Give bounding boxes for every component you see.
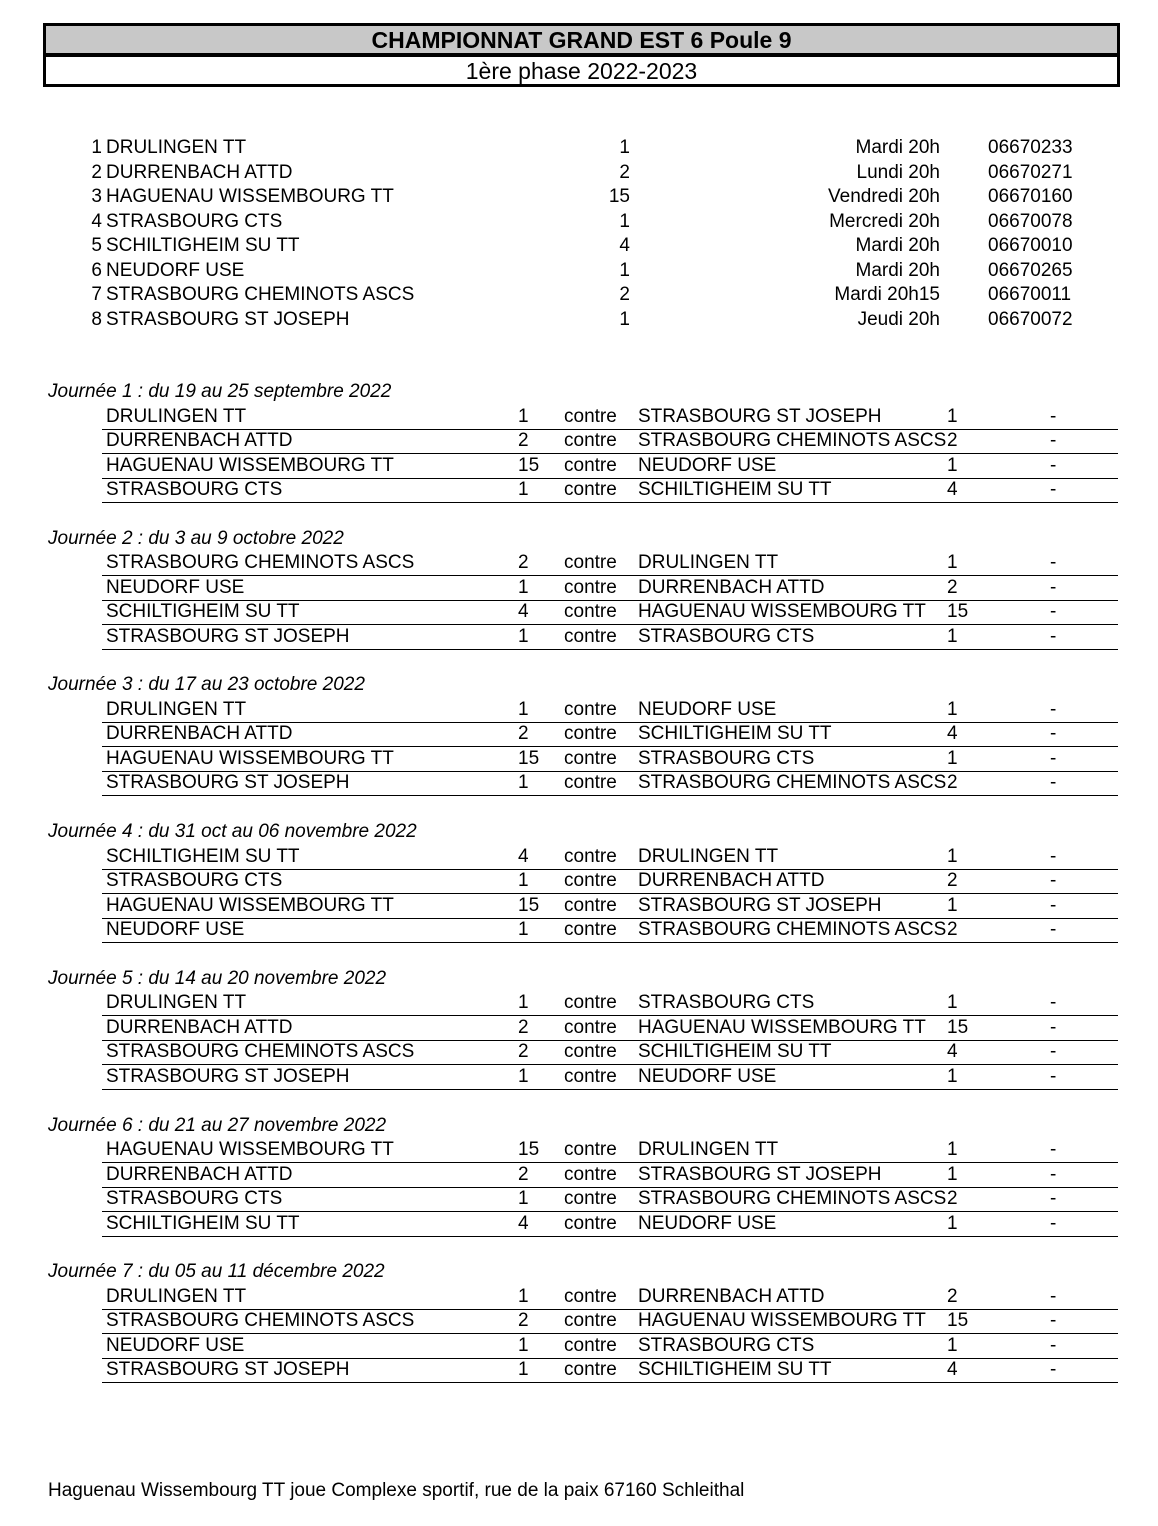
club-teams: 2	[619, 161, 630, 183]
match-away-club: DRULINGEN TT	[638, 1139, 779, 1161]
match-versus: contre	[564, 992, 617, 1014]
match-away-club: SCHILTIGHEIM SU TT	[638, 1041, 832, 1063]
match-row	[102, 1016, 1118, 1041]
club-teams: 1	[619, 308, 630, 330]
club-teams: 2	[619, 284, 630, 305]
match-row	[102, 429, 1118, 454]
match-row	[102, 918, 1118, 943]
match-away-club: STRASBOURG ST JOSEPH	[638, 1163, 882, 1185]
match-home-club: STRASBOURG CHEMINOTS ASCS	[106, 1041, 415, 1063]
match-row	[102, 1163, 1118, 1188]
page-title: CHAMPIONNAT GRAND EST 6 Poule 9	[43, 23, 1120, 56]
match-score: -	[1050, 698, 1057, 720]
club-index: 5	[91, 235, 102, 256]
match-score: -	[1050, 1334, 1057, 1356]
match-away-team: 2	[947, 576, 958, 598]
club-name: DURRENBACH ATTD	[106, 161, 293, 183]
club-day: Vendredi 20h	[828, 186, 940, 207]
match-home-team: 15	[518, 747, 540, 769]
match-home-team: 15	[518, 894, 540, 916]
match-home-club: STRASBOURG ST JOSEPH	[106, 772, 350, 794]
club-row	[0, 210, 1158, 235]
match-versus: contre	[564, 1016, 617, 1038]
match-score: -	[1050, 552, 1057, 574]
match-home-team: 2	[518, 1163, 529, 1185]
club-row	[0, 259, 1158, 284]
match-home-club: NEUDORF USE	[106, 576, 245, 598]
match-away-club: NEUDORF USE	[638, 698, 777, 720]
club-row	[0, 161, 1158, 186]
match-away-club: NEUDORF USE	[638, 454, 777, 476]
club-day: Mardi 20h	[855, 259, 940, 281]
match-home-club: DURRENBACH ATTD	[106, 430, 293, 452]
match-row	[102, 1334, 1118, 1359]
club-index: 2	[91, 161, 102, 183]
match-home-club: NEUDORF USE	[106, 1334, 245, 1356]
match-versus: contre	[564, 1310, 617, 1332]
match-versus: contre	[564, 1139, 617, 1161]
match-versus: contre	[564, 919, 617, 941]
match-home-club: STRASBOURG CTS	[106, 870, 283, 892]
match-day-title: Journée 2 : du 3 au 9 octobre 2022	[48, 527, 344, 549]
match-home-club: SCHILTIGHEIM SU TT	[106, 1212, 300, 1234]
match-score: -	[1050, 1163, 1057, 1185]
club-name: STRASBOURG CTS	[106, 210, 283, 232]
match-home-team: 15	[518, 1139, 540, 1161]
club-teams: 1	[619, 259, 630, 281]
match-away-team: 1	[947, 552, 958, 574]
club-teams: 15	[608, 186, 630, 207]
match-home-club: STRASBOURG CTS	[106, 479, 283, 501]
club-index: 3	[91, 186, 102, 207]
match-away-team: 1	[947, 1212, 958, 1234]
match-away-team: 2	[947, 1285, 958, 1307]
match-versus: contre	[564, 747, 617, 769]
match-away-team: 1	[947, 1163, 958, 1185]
club-row	[0, 308, 1158, 333]
club-index: 8	[91, 308, 102, 330]
club-day: Mardi 20h15	[834, 284, 940, 305]
match-score: -	[1050, 894, 1057, 916]
match-row	[102, 869, 1118, 894]
match-home-team: 2	[518, 1041, 529, 1063]
match-score: -	[1050, 576, 1057, 598]
club-index: 1	[91, 137, 102, 158]
match-away-club: HAGUENAU WISSEMBOURG TT	[638, 1016, 926, 1038]
club-index: 7	[91, 284, 102, 305]
match-home-team: 1	[518, 1285, 529, 1307]
match-away-team: 1	[947, 894, 958, 916]
match-home-club: DRULINGEN TT	[106, 405, 247, 427]
match-away-team: 15	[947, 1016, 969, 1038]
club-name: SCHILTIGHEIM SU TT	[106, 235, 300, 256]
club-day: Mardi 20h	[855, 137, 940, 158]
match-home-club: DRULINGEN TT	[106, 698, 247, 720]
club-day: Mercredi 20h	[829, 210, 940, 232]
match-away-club: HAGUENAU WISSEMBOURG TT	[638, 601, 926, 623]
match-day-title: Journée 6 : du 21 au 27 novembre 2022	[48, 1114, 387, 1136]
match-home-team: 2	[518, 552, 529, 574]
match-row	[102, 1285, 1118, 1310]
match-away-club: STRASBOURG ST JOSEPH	[638, 405, 882, 427]
club-teams: 1	[619, 210, 630, 232]
club-row	[0, 234, 1158, 259]
match-home-club: HAGUENAU WISSEMBOURG TT	[106, 747, 394, 769]
match-home-team: 1	[518, 1334, 529, 1356]
match-away-club: STRASBOURG ST JOSEPH	[638, 894, 882, 916]
match-away-club: DURRENBACH ATTD	[638, 576, 825, 598]
match-score: -	[1050, 919, 1057, 941]
match-away-team: 1	[947, 992, 958, 1014]
match-day-title: Journée 7 : du 05 au 11 décembre 2022	[48, 1261, 385, 1283]
match-score: -	[1050, 1041, 1057, 1063]
club-number: 06670072	[988, 308, 1073, 330]
match-away-club: STRASBOURG CTS	[638, 1334, 815, 1356]
match-row	[102, 1358, 1118, 1383]
match-score: -	[1050, 1016, 1057, 1038]
match-home-club: STRASBOURG ST JOSEPH	[106, 1359, 350, 1381]
match-row	[102, 576, 1118, 601]
club-day: Lundi 20h	[856, 161, 940, 183]
match-away-club: DURRENBACH ATTD	[638, 1285, 825, 1307]
match-away-club: STRASBOURG CHEMINOTS ASCS	[638, 772, 947, 794]
match-row	[102, 894, 1118, 919]
club-row	[0, 136, 1158, 161]
match-versus: contre	[564, 698, 617, 720]
match-day-title: Journée 3 : du 17 au 23 octobre 2022	[48, 674, 365, 696]
match-row	[102, 1309, 1118, 1334]
match-row	[102, 747, 1118, 772]
match-away-team: 1	[947, 845, 958, 867]
match-versus: contre	[564, 723, 617, 745]
match-row	[102, 405, 1118, 430]
match-away-club: DRULINGEN TT	[638, 845, 779, 867]
club-teams: 4	[619, 235, 630, 256]
match-away-team: 1	[947, 1065, 958, 1087]
match-versus: contre	[564, 552, 617, 574]
match-away-club: SCHILTIGHEIM SU TT	[638, 1359, 832, 1381]
match-score: -	[1050, 430, 1057, 452]
club-number: 06670271	[988, 161, 1073, 183]
match-home-team: 2	[518, 723, 529, 745]
club-number: 06670010	[988, 235, 1073, 256]
match-versus: contre	[564, 1334, 617, 1356]
match-score: -	[1050, 723, 1057, 745]
club-number: 06670011	[988, 284, 1072, 305]
match-away-team: 2	[947, 919, 958, 941]
match-away-team: 4	[947, 723, 958, 745]
match-score: -	[1050, 1359, 1057, 1381]
match-home-team: 1	[518, 698, 529, 720]
match-score: -	[1050, 454, 1057, 476]
match-versus: contre	[564, 772, 617, 794]
club-number: 06670160	[988, 186, 1073, 207]
match-home-club: STRASBOURG CHEMINOTS ASCS	[106, 552, 415, 574]
match-home-team: 1	[518, 1188, 529, 1210]
match-row	[102, 551, 1118, 576]
match-score: -	[1050, 992, 1057, 1014]
match-home-team: 4	[518, 1212, 529, 1234]
match-away-club: STRASBOURG CHEMINOTS ASCS	[638, 919, 947, 941]
match-away-club: NEUDORF USE	[638, 1065, 777, 1087]
match-home-club: DURRENBACH ATTD	[106, 1163, 293, 1185]
club-name: STRASBOURG CHEMINOTS ASCS	[106, 284, 415, 305]
match-versus: contre	[564, 1163, 617, 1185]
match-away-club: STRASBOURG CTS	[638, 625, 815, 647]
match-away-club: STRASBOURG CHEMINOTS ASCS	[638, 430, 947, 452]
match-row	[102, 698, 1118, 723]
match-away-team: 1	[947, 747, 958, 769]
match-away-team: 15	[947, 1310, 969, 1332]
match-versus: contre	[564, 576, 617, 598]
match-home-club: HAGUENAU WISSEMBOURG TT	[106, 454, 394, 476]
club-teams: 1	[619, 137, 630, 158]
match-home-team: 1	[518, 576, 529, 598]
match-away-team: 2	[947, 772, 958, 794]
match-row	[102, 991, 1118, 1016]
match-score: -	[1050, 405, 1057, 427]
match-home-team: 1	[518, 870, 529, 892]
match-home-team: 2	[518, 430, 529, 452]
match-row	[102, 454, 1118, 479]
page-subtitle: 1ère phase 2022-2023	[43, 54, 1120, 87]
match-versus: contre	[564, 894, 617, 916]
club-day: Mardi 20h	[855, 235, 940, 256]
match-home-club: STRASBOURG CTS	[106, 1188, 283, 1210]
match-row	[102, 478, 1118, 503]
match-away-team: 2	[947, 870, 958, 892]
match-row	[102, 600, 1118, 625]
match-home-club: DURRENBACH ATTD	[106, 1016, 293, 1038]
club-list	[0, 136, 1158, 332]
match-day-title: Journée 1 : du 19 au 25 septembre 2022	[48, 381, 392, 402]
match-home-team: 1	[518, 625, 529, 647]
match-row	[102, 1040, 1118, 1065]
match-away-team: 1	[947, 405, 958, 427]
match-away-team: 4	[947, 1359, 958, 1381]
match-away-team: 1	[947, 454, 958, 476]
match-score: -	[1050, 1212, 1057, 1234]
match-home-club: DRULINGEN TT	[106, 992, 247, 1014]
match-versus: contre	[564, 625, 617, 647]
match-home-team: 1	[518, 919, 529, 941]
match-versus: contre	[564, 1359, 617, 1381]
match-away-team: 4	[947, 479, 958, 501]
match-away-team: 1	[947, 1334, 958, 1356]
match-row	[102, 625, 1118, 650]
match-home-club: STRASBOURG ST JOSEPH	[106, 625, 350, 647]
match-versus: contre	[564, 1041, 617, 1063]
match-away-team: 1	[947, 698, 958, 720]
match-home-club: SCHILTIGHEIM SU TT	[106, 601, 300, 623]
match-score: -	[1050, 747, 1057, 769]
match-home-team: 1	[518, 772, 529, 794]
club-name: HAGUENAU WISSEMBOURG TT	[106, 186, 394, 207]
match-row	[102, 1187, 1118, 1212]
match-score: -	[1050, 870, 1057, 892]
match-row	[102, 1138, 1118, 1163]
match-home-team: 2	[518, 1310, 529, 1332]
club-row	[0, 185, 1158, 210]
match-home-team: 4	[518, 601, 529, 623]
match-day-title: Journée 5 : du 14 au 20 novembre 2022	[48, 967, 387, 989]
club-number: 06670078	[988, 210, 1073, 232]
match-row	[102, 1212, 1118, 1237]
match-home-club: HAGUENAU WISSEMBOURG TT	[106, 894, 394, 916]
match-home-team: 1	[518, 1359, 529, 1381]
match-away-team: 15	[947, 601, 969, 623]
match-home-team: 1	[518, 405, 529, 427]
match-row	[102, 1065, 1118, 1090]
match-away-club: STRASBOURG CTS	[638, 747, 815, 769]
club-day: Jeudi 20h	[857, 308, 940, 330]
match-row	[102, 771, 1118, 796]
match-versus: contre	[564, 845, 617, 867]
match-away-team: 1	[947, 1139, 958, 1161]
match-home-club: DURRENBACH ATTD	[106, 723, 293, 745]
match-away-club: HAGUENAU WISSEMBOURG TT	[638, 1310, 926, 1332]
match-row	[102, 722, 1118, 747]
club-name: STRASBOURG ST JOSEPH	[106, 308, 350, 330]
match-home-club: NEUDORF USE	[106, 919, 245, 941]
match-home-club: SCHILTIGHEIM SU TT	[106, 845, 300, 867]
match-away-team: 2	[947, 430, 958, 452]
match-home-club: STRASBOURG ST JOSEPH	[106, 1065, 350, 1087]
match-versus: contre	[564, 479, 617, 501]
match-away-club: SCHILTIGHEIM SU TT	[638, 479, 832, 501]
match-away-team: 4	[947, 1041, 958, 1063]
match-versus: contre	[564, 454, 617, 476]
match-row	[102, 845, 1118, 870]
match-away-club: STRASBOURG CHEMINOTS ASCS	[638, 1188, 947, 1210]
match-home-team: 15	[518, 454, 540, 476]
match-score: -	[1050, 625, 1057, 647]
match-home-club: STRASBOURG CHEMINOTS ASCS	[106, 1310, 415, 1332]
match-score: -	[1050, 601, 1057, 623]
match-home-team: 1	[518, 479, 529, 501]
match-score: -	[1050, 845, 1057, 867]
match-score: -	[1050, 1139, 1057, 1161]
club-row	[0, 283, 1158, 308]
match-versus: contre	[564, 1065, 617, 1087]
match-home-team: 2	[518, 1016, 529, 1038]
match-score: -	[1050, 1285, 1057, 1307]
match-score: -	[1050, 1065, 1057, 1087]
club-number: 06670265	[988, 259, 1073, 281]
match-day-title: Journée 4 : du 31 oct au 06 novembre 2022	[48, 821, 417, 843]
venue-note: Haguenau Wissembourg TT joue Complexe sportif, rue de la paix 67160 Schleithal	[48, 1480, 745, 1501]
match-versus: contre	[564, 430, 617, 452]
match-home-club: HAGUENAU WISSEMBOURG TT	[106, 1139, 394, 1161]
match-versus: contre	[564, 1285, 617, 1307]
match-versus: contre	[564, 1188, 617, 1210]
match-away-club: SCHILTIGHEIM SU TT	[638, 723, 832, 745]
club-number: 06670233	[988, 137, 1073, 158]
match-score: -	[1050, 1310, 1057, 1332]
match-home-club: DRULINGEN TT	[106, 1285, 247, 1307]
club-index: 4	[91, 210, 102, 232]
match-versus: contre	[564, 1212, 617, 1234]
match-versus: contre	[564, 405, 617, 427]
match-score: -	[1050, 479, 1057, 501]
match-away-club: NEUDORF USE	[638, 1212, 777, 1234]
match-away-team: 2	[947, 1188, 958, 1210]
match-score: -	[1050, 772, 1057, 794]
match-home-team: 1	[518, 1065, 529, 1087]
match-away-team: 1	[947, 625, 958, 647]
match-away-club: DURRENBACH ATTD	[638, 870, 825, 892]
match-home-team: 4	[518, 845, 529, 867]
match-versus: contre	[564, 601, 617, 623]
club-index: 6	[91, 259, 102, 281]
club-name: NEUDORF USE	[106, 259, 245, 281]
match-away-club: STRASBOURG CTS	[638, 992, 815, 1014]
match-home-team: 1	[518, 992, 529, 1014]
match-versus: contre	[564, 870, 617, 892]
match-away-club: DRULINGEN TT	[638, 552, 779, 574]
club-name: DRULINGEN TT	[106, 137, 247, 158]
match-score: -	[1050, 1188, 1057, 1210]
